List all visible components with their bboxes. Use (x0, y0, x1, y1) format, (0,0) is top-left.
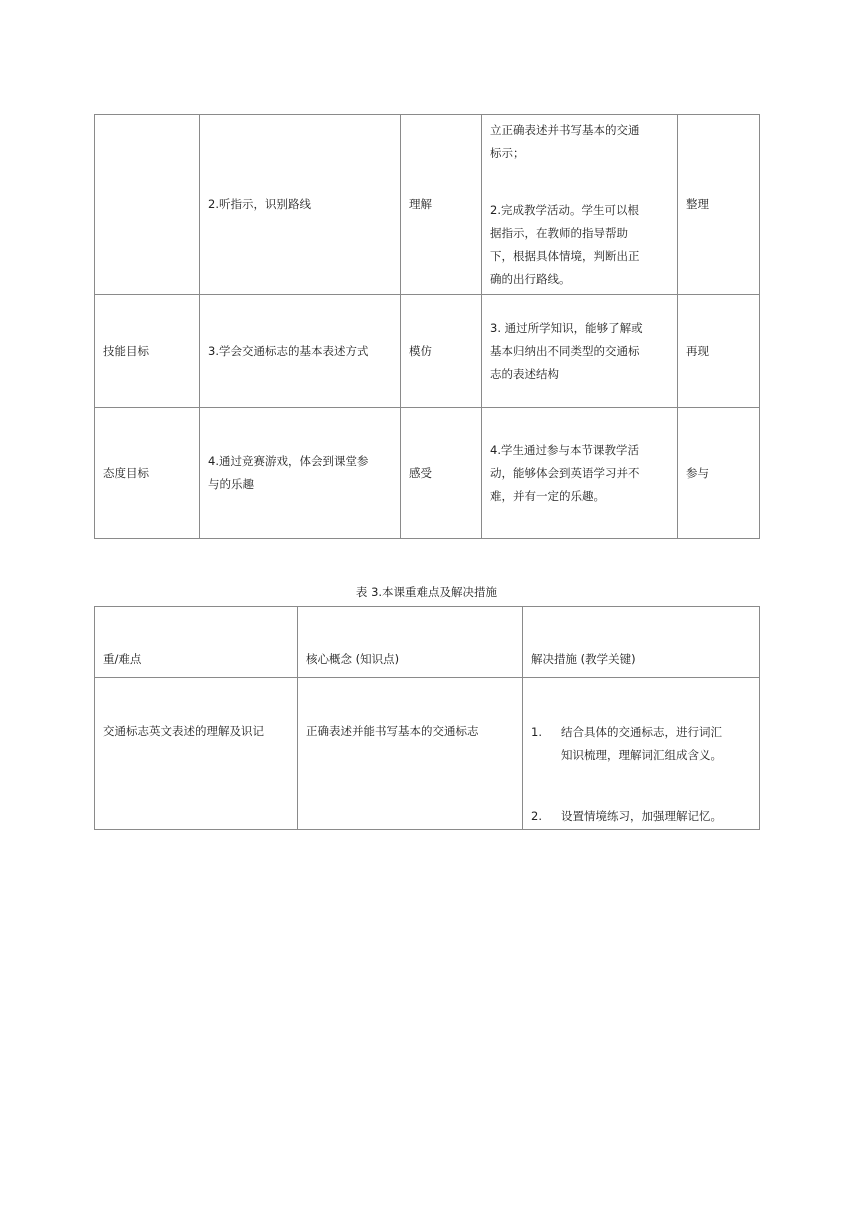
level-cell: 模仿 (401, 295, 482, 408)
column-header-key-point: 重/难点 (95, 607, 298, 678)
objective-cell: 立正确表述并书写基本的交通 标示； 2.完成教学活动。学生可以根 据指示，在教师的指导帮助 下，根据具体情境，判断出正 确的出行路线。 (482, 115, 678, 295)
measure-item: 2. 设置情境练习，加强理解记忆。 (531, 809, 722, 823)
objective-cell: 4.学生通过参与本节课教学活 动，能够体会到英语学习并不 难，并有一定的乐趣。 (482, 408, 678, 539)
column-header-concept: 核心概念 (知识点) (298, 607, 523, 678)
table-caption: 表 3.本课重难点及解决措施 (355, 585, 498, 599)
content-cell: 3.学会交通标志的基本表述方式 (200, 295, 401, 408)
key-points-table (94, 606, 760, 830)
category-cell: 技能目标 (95, 295, 200, 408)
outcome-cell: 参与 (678, 408, 760, 539)
content-cell: 2.听指示，识别路线 (200, 115, 401, 295)
measures-cell: 1. 结合具体的交通标志，进行词汇 知识梳理，理解词汇组成含义。 2. 设置情境练习，加强理解记忆。 (523, 678, 760, 830)
table-row (95, 115, 760, 295)
objective-cell: 3. 通过所学知识，能够了解或 基本归纳出不同类型的交通标 志的表述结构 (482, 295, 678, 408)
teaching-objectives-table (94, 114, 760, 539)
category-cell: 态度目标 (95, 408, 200, 539)
content-cell: 4.通过竞赛游戏，体会到课堂参 与的乐趣 (200, 408, 401, 539)
table-row (95, 295, 760, 408)
measure-item: 1. 结合具体的交通标志，进行词汇 (531, 725, 722, 739)
level-cell: 理解 (401, 115, 482, 295)
category-cell (95, 115, 200, 295)
outcome-cell: 整理 (678, 115, 760, 295)
column-header-measures: 解决措施 (教学关键) (523, 607, 760, 678)
outcome-cell: 再现 (678, 295, 760, 408)
header-row (95, 607, 760, 678)
level-cell: 感受 (401, 408, 482, 539)
concept-cell: 正确表述并能书写基本的交通标志 (298, 678, 523, 830)
key-point-cell: 交通标志英文表述的理解及识记 (95, 678, 298, 830)
table-row (95, 408, 760, 539)
table-row (95, 678, 760, 830)
